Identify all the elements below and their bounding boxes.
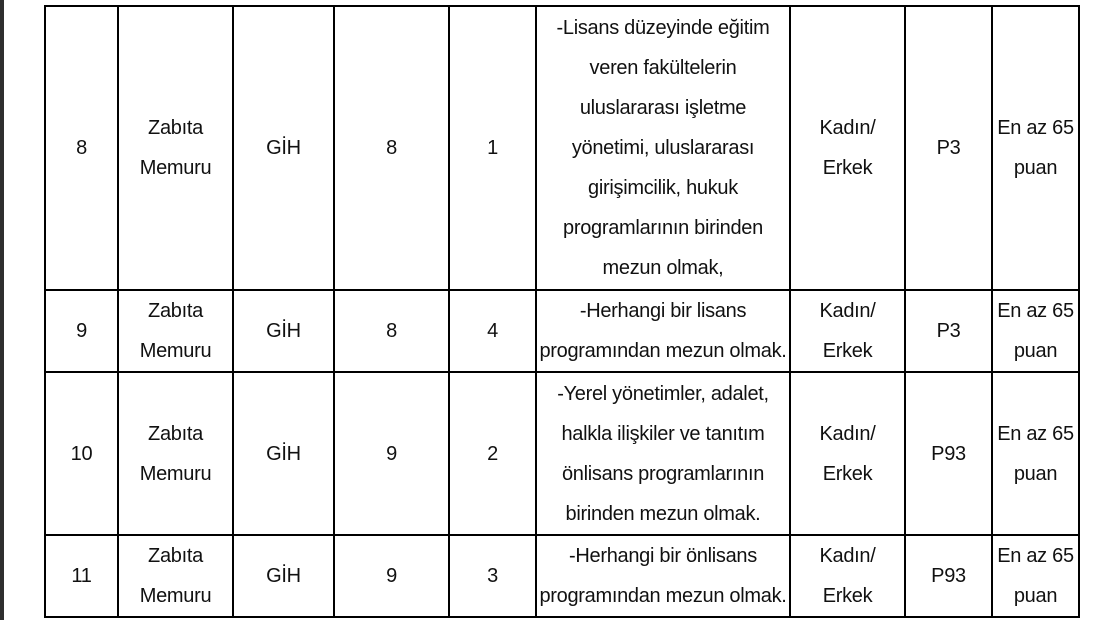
- title-cell-line: Memuru: [139, 585, 212, 607]
- score-type-cell: P3: [905, 290, 992, 372]
- requirement-cell: [536, 372, 790, 535]
- gender-cell-line: Erkek: [822, 340, 873, 362]
- gender-cell: [790, 290, 905, 372]
- requirement-cell-line: birinden mezun olmak.: [565, 502, 761, 525]
- requirement-cell-line: -Herhangi bir önlisans: [569, 545, 757, 567]
- grade-cell: 9: [334, 535, 449, 617]
- row-number-cell: 11: [45, 535, 118, 617]
- grade-cell: 9: [334, 372, 449, 535]
- row-number-cell: 9: [45, 290, 118, 372]
- score-type-cell: P93: [905, 535, 992, 617]
- min-score-cell: [992, 535, 1079, 617]
- requirement-cell-line: önlisans programlarının: [561, 462, 765, 485]
- requirement-cell: [536, 535, 790, 617]
- positions-table: [44, 5, 1080, 618]
- min-score-cell-line: En az 65: [997, 545, 1074, 567]
- requirement-cell-line: programından mezun olmak.: [539, 585, 787, 607]
- title-cell-line: Memuru: [139, 157, 212, 179]
- gender-cell-line: Kadın/: [819, 422, 876, 445]
- gender-cell-line: Erkek: [822, 462, 873, 485]
- requirement-cell: [536, 290, 790, 372]
- gender-cell-line: Kadın/: [819, 545, 876, 567]
- window-edge: [0, 0, 4, 620]
- title-cell-line: Memuru: [139, 462, 212, 485]
- table-row: [45, 535, 1079, 617]
- title-cell: [118, 535, 233, 617]
- count-cell: 1: [449, 6, 536, 290]
- gender-cell-line: Kadın/: [819, 300, 876, 322]
- title-cell-line: Zabıta: [148, 300, 203, 322]
- min-score-cell: [992, 372, 1079, 535]
- table-body: [45, 6, 1079, 617]
- count-cell: 4: [449, 290, 536, 372]
- title-cell-line: Zabıta: [148, 422, 203, 445]
- grade-cell: 8: [334, 290, 449, 372]
- grade-cell: 8: [334, 6, 449, 290]
- min-score-cell-line: puan: [1013, 585, 1058, 607]
- class-cell: GİH: [233, 6, 334, 290]
- min-score-cell-line: En az 65: [997, 422, 1074, 445]
- count-cell: 2: [449, 372, 536, 535]
- min-score-cell-line: puan: [1013, 340, 1058, 362]
- requirement-cell-line: -Lisans düzeyinde eğitim: [556, 17, 770, 39]
- gender-cell-line: Erkek: [822, 157, 873, 179]
- row-number-cell: 8: [45, 6, 118, 290]
- title-cell-line: Zabıta: [148, 117, 203, 139]
- min-score-cell: [992, 290, 1079, 372]
- gender-cell: [790, 372, 905, 535]
- gender-cell: [790, 535, 905, 617]
- requirement-cell-line: mezun olmak,: [602, 257, 724, 279]
- requirement-cell-line: girişimcilik, hukuk: [588, 177, 738, 199]
- min-score-cell-line: En az 65: [997, 117, 1074, 139]
- title-cell-line: Memuru: [139, 340, 212, 362]
- requirement-cell-line: -Yerel yönetimler, adalet,: [557, 382, 769, 405]
- title-cell: [118, 6, 233, 290]
- requirement-cell: [536, 6, 790, 290]
- title-cell: [118, 372, 233, 535]
- class-cell: GİH: [233, 372, 334, 535]
- count-cell: 3: [449, 535, 536, 617]
- requirement-cell-line: -Herhangi bir lisans: [579, 300, 747, 322]
- table-row: [45, 372, 1079, 535]
- requirement-cell-line: halkla ilişkiler ve tanıtım: [561, 422, 765, 445]
- class-cell: GİH: [233, 535, 334, 617]
- min-score-cell: [992, 6, 1079, 290]
- requirement-cell-line: programlarının birinden: [563, 217, 763, 239]
- min-score-cell-line: En az 65: [997, 300, 1074, 322]
- min-score-cell-line: puan: [1013, 462, 1058, 485]
- requirement-cell-line: programından mezun olmak.: [539, 340, 787, 362]
- score-type-cell: P93: [905, 372, 992, 535]
- requirement-cell-line: yönetimi, uluslararası: [571, 137, 755, 159]
- gender-cell-line: Kadın/: [819, 117, 876, 139]
- table-row: [45, 6, 1079, 290]
- class-cell: GİH: [233, 290, 334, 372]
- requirement-cell-line: uluslararası işletme: [579, 97, 747, 119]
- requirement-cell-line: veren fakültelerin: [589, 57, 737, 79]
- gender-cell-line: Erkek: [822, 585, 873, 607]
- table-row: [45, 290, 1079, 372]
- gender-cell: [790, 6, 905, 290]
- min-score-cell-line: puan: [1013, 157, 1058, 179]
- title-cell-line: Zabıta: [148, 545, 203, 567]
- score-type-cell: P3: [905, 6, 992, 290]
- title-cell: [118, 290, 233, 372]
- row-number-cell: 10: [45, 372, 118, 535]
